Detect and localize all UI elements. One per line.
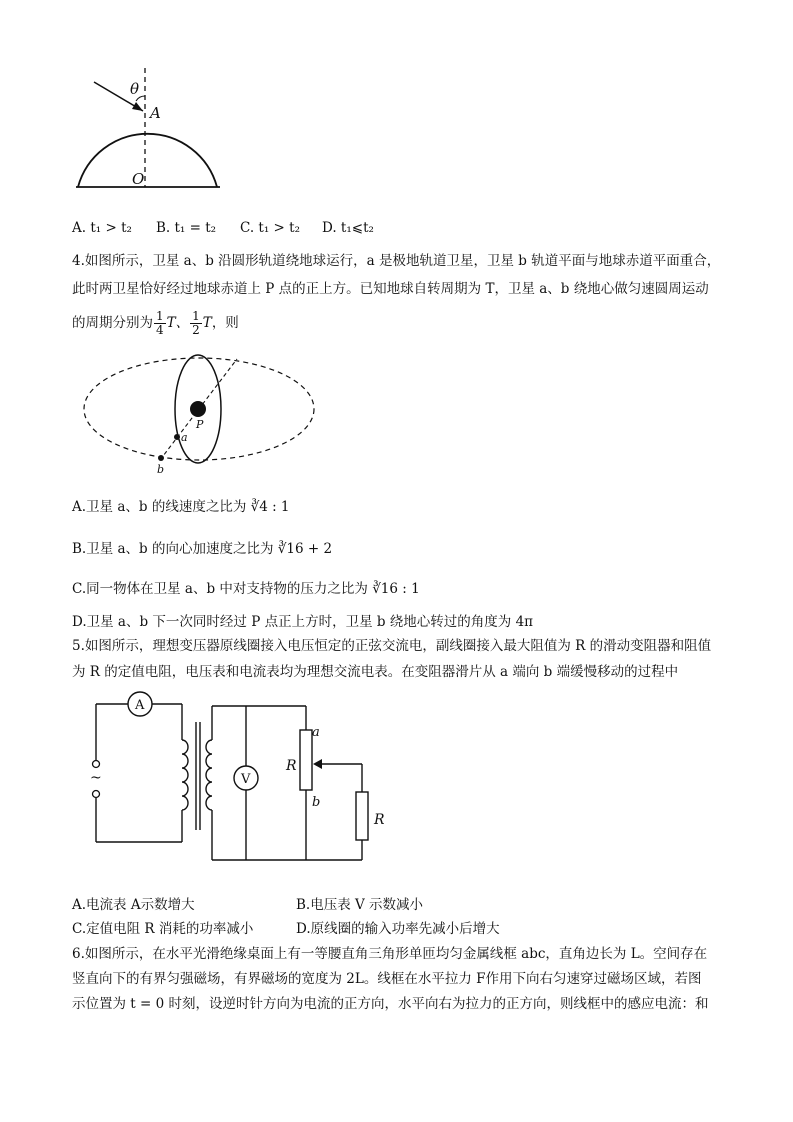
q5-option-d: D.原线圈的输入功率先减小后增大 bbox=[296, 921, 500, 937]
fixed-resistor-R-label: R bbox=[374, 812, 385, 828]
q4-line3-suffix: ，则 bbox=[211, 315, 239, 331]
frac2-tail: T bbox=[202, 315, 212, 331]
point-P-label: P bbox=[196, 418, 204, 431]
satellite-a-label: a bbox=[181, 431, 188, 444]
fixed-resistor-body bbox=[356, 792, 368, 840]
fraction-one-half bbox=[190, 310, 202, 337]
secondary-coil bbox=[206, 740, 212, 810]
q3-option-c: C. t₁ > t₂ bbox=[240, 220, 300, 236]
ac-terminal-bottom bbox=[93, 791, 100, 798]
point-O-label: O bbox=[132, 170, 145, 188]
orbit-figure bbox=[80, 352, 320, 476]
q6-stem-line3: 示位置为 t = 0 时刻，设逆时针方向为电流的正方向，水平向右为拉力的正方向，则线框中的感应电流：和 bbox=[72, 996, 709, 1012]
q6-stem-line1: 6.如图所示，在水平光滑绝缘桌面上有一等腰直角三角形单匝均匀金属线框 abc，直角边长为 L。空间存在 bbox=[72, 946, 708, 962]
q5-option-c: C.定值电阻 R 消耗的功率减小 bbox=[72, 921, 254, 937]
rheostat-a-label: a bbox=[312, 725, 320, 740]
frac1-denominator: 4 bbox=[156, 323, 164, 337]
rheostat-b-label: b bbox=[312, 795, 321, 810]
q5-option-b: B.电压表 V 示数减小 bbox=[296, 897, 424, 913]
q4-stem-line3 bbox=[72, 310, 239, 342]
q4-option-d: D.卫星 a、b 下一次同时经过 P 点正上方时，卫星 b 绕地心转过的角度为 4π bbox=[72, 614, 534, 630]
hemisphere-figure bbox=[70, 60, 230, 195]
ac-source-symbol: ~ bbox=[90, 770, 102, 786]
q5-stem-line1: 5.如图所示，理想变压器原线圈接入电压恒定的正弦交流电，副线圈接入最大阻值为 R 的滑动变阻器和阻值 bbox=[72, 638, 712, 654]
q3-option-d: D. t₁⩽t₂ bbox=[322, 220, 374, 236]
q4-option-c: C.同一物体在卫星 a、b 中对支持物的压力之比为 ∛16 : 1 bbox=[72, 581, 420, 597]
transformer-circuit-figure bbox=[84, 692, 404, 866]
rheostat-R-label: R bbox=[286, 758, 297, 774]
frac1-numerator: 1 bbox=[156, 309, 164, 323]
frac2-denominator: 2 bbox=[192, 323, 200, 337]
q5-stem-line2: 为 R 的定值电阻，电压表和电流表均为理想交流电表。在变阻器滑片从 a 端向 b 端缓慢移动的过程中 bbox=[72, 664, 679, 680]
fraction-one-quarter bbox=[154, 310, 166, 337]
q5-option-a: A.电流表 A示数增大 bbox=[72, 897, 195, 913]
rheostat-body bbox=[300, 730, 312, 790]
q4-stem-line1: 4.如图所示，卫星 a、b 沿圆形轨道绕地球运行，a 是极地轨道卫星，卫星 b 轨道平面与地球赤道平面重合， bbox=[72, 253, 721, 269]
ammeter-label: A bbox=[135, 698, 145, 713]
ray-arrowhead bbox=[132, 102, 143, 111]
hemisphere-arc bbox=[78, 134, 217, 187]
ac-terminal-top bbox=[93, 761, 100, 768]
satellite-b-dot bbox=[158, 455, 164, 461]
q3-option-a: A. t₁ > t₂ bbox=[72, 220, 132, 236]
point-A-label: A bbox=[150, 104, 161, 122]
frac2-numerator: 1 bbox=[192, 309, 200, 323]
q6-stem-line2: 竖直向下的有界匀强磁场，有界磁场的宽度为 2L。线框在水平拉力 F作用下向右匀速穿过磁场区域，若图 bbox=[72, 971, 702, 987]
voltmeter-label: V bbox=[241, 772, 251, 787]
q4-option-a: A.卫星 a、b 的线速度之比为 ∛4 : 1 bbox=[72, 499, 290, 515]
satellite-b-label: b bbox=[157, 463, 165, 476]
theta-label: θ bbox=[130, 80, 140, 98]
q4-line3-prefix: 的周期分别为 bbox=[72, 315, 153, 331]
q4-option-b: B.卫星 a、b 的向心加速度之比为 ∛16 + 2 bbox=[72, 541, 333, 557]
earth-dot bbox=[190, 401, 206, 417]
q4-stem-line2: 此时两卫星恰好经过地球赤道上 P 点的正上方。已知地球自转周期为 T，卫星 a、b 绕地心做匀速圆周运动 bbox=[72, 281, 709, 297]
frac1-tail: T、 bbox=[166, 315, 190, 331]
primary-coil bbox=[182, 740, 188, 810]
q3-option-b: B. t₁ = t₂ bbox=[156, 220, 217, 236]
slider-arrowhead bbox=[313, 759, 322, 769]
satellite-a-dot bbox=[174, 434, 180, 440]
